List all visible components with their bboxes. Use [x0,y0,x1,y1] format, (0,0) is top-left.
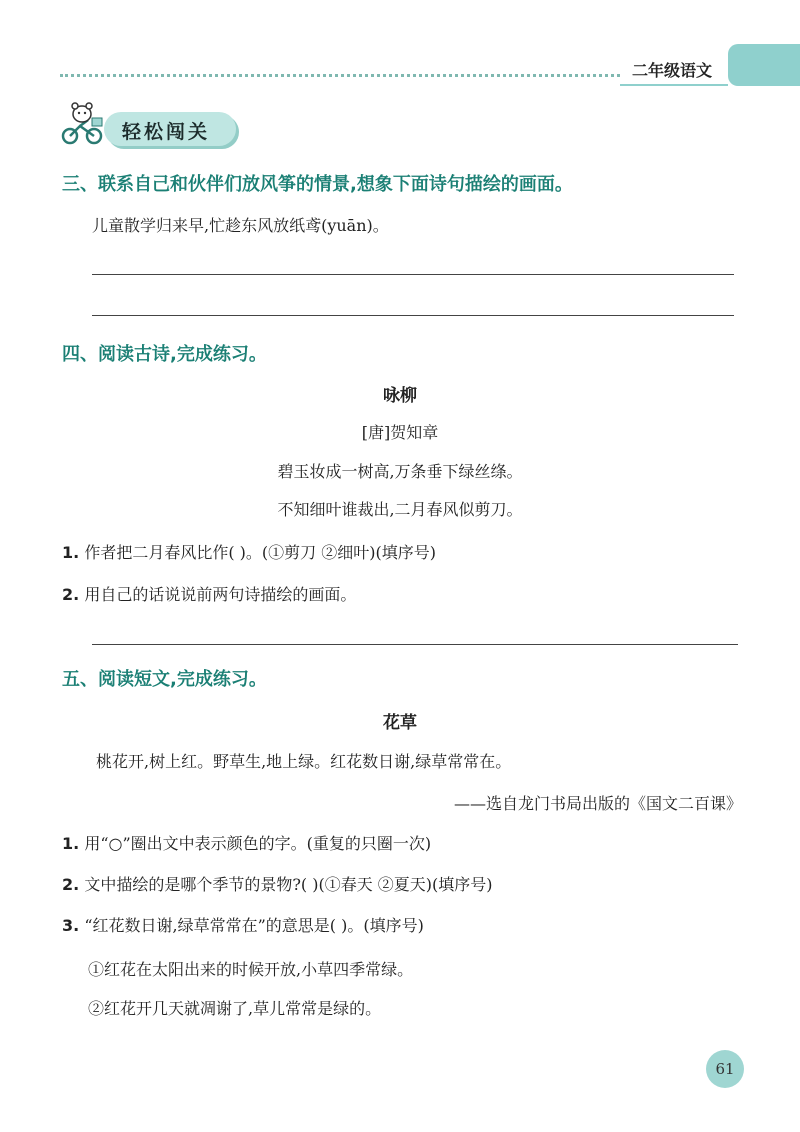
q4-item-1 [62,540,436,563]
q5-item-1 [62,831,431,854]
answer-line [92,644,738,645]
q5-heading: 五、阅读短文,完成练习。 [62,669,267,690]
q4-heading: 四、阅读古诗,完成练习。 [62,344,267,365]
option-1: ①红花在太阳出来的时候开放,小草四季常绿。 [88,960,414,979]
q5-item-3 [62,913,424,936]
passage-text: 桃花开,树上红。野草生,地上绿。红花数日谢,绿草常常在。 [96,752,512,771]
q3-heading: 三、联系自己和伙伴们放风筝的情景,想象下面诗句描绘的画面。 [62,174,573,195]
page-number: 61 [706,1050,744,1088]
poem-line: 碧玉妆成一树高,万条垂下绿丝绦。 [277,462,523,481]
passage-title: 花草 [383,713,417,733]
item-text: 用自己的话说说前两句诗描绘的画面。 [84,585,357,604]
item-number: 1. [62,543,80,562]
section-banner-title: 轻松闯关 [122,121,211,143]
poem-author: [唐]贺知章 [361,423,439,442]
item-text: 作者把二月春风比作( )。(①剪刀 ②细叶)(填序号) [84,543,436,562]
item-number: 1. [62,834,80,853]
grade-label-underline [620,84,728,86]
answer-line [92,274,734,275]
q3-poem-line: 儿童散学归来早,忙趁东风放纸鸢(yuān)。 [92,216,389,235]
q4-item-2 [62,582,356,605]
item-number: 2. [62,585,80,604]
item-number: 2. [62,875,80,894]
grade-label: 二年级语文 [632,61,713,80]
poem-line: 不知细叶谁裁出,二月春风似剪刀。 [277,500,523,519]
item-text: “红花数日谢,绿草常常在”的意思是( )。(填序号) [84,916,424,935]
option-2: ②红花开几天就凋谢了,草儿常常是绿的。 [88,999,382,1018]
bear-on-bicycle-icon [58,96,106,146]
item-text: 文中描绘的是哪个季节的景物?( )(①春天 ②夏天)(填序号) [84,875,493,894]
poem-title: 咏柳 [383,386,417,406]
item-text: 用“○”圈出文中表示颜色的字。(重复的只圈一次) [84,834,432,853]
header-dotted-rule [60,74,620,77]
page-edge-tab [728,44,800,86]
q5-item-2 [62,872,493,895]
item-number: 3. [62,916,80,935]
passage-source: ——选自龙门书局出版的《国文二百课》 [453,794,742,813]
answer-line [92,315,734,316]
